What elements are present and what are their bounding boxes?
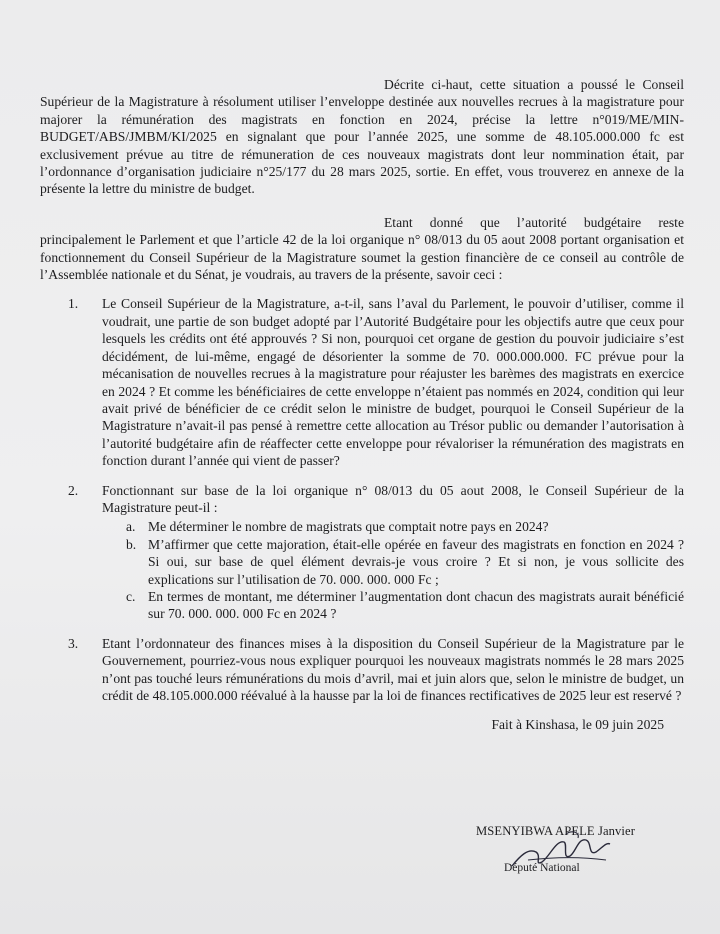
sub-question-letter: b. [126,536,137,552]
question-text: Fonctionnant sur base de la loi organique n° 08/013 du 05 aout 2008, le Conseil Supérieur de la Magistrature peut-il : [102,482,684,515]
question-item-1 [40,295,684,469]
question-number: 1. [68,296,79,312]
paragraph-budget-authority: Etant donné que l’autorité budgétaire reste principalement le Parlement et que l’article 42 de la loi organique n° 08/013 du 05 aout 2008 portant organisation et fonctionnement du Conseil Supérieur de la Magistrature soumet la gestion financière de ce conseil au contrôle de l’Assemblée nationale et du Sénat, je voudrais, au travers de la présente, savoir ceci : [40,214,684,283]
question-text: Le Conseil Supérieur de la Magistrature, a-t-il, sans l’aval du Parlement, le pouvoir d’utiliser, comme il voudrait, une partie de son budget adopté par l’Autorité Budgétaire pour les objectifs autre que ceux pour lesquels les crédits ont été approuvés ? Si non, pourquoi cet organe de gestion du pouvoir judiciaire s’est décidément, de lui-même, engagé de désorienter la somme de 70. 000.000.000. FC prévue pour la mécanisation de nouvelles recrues à la magistrature pour réajuster les barèmes des magistrats en exercice en 2024 ? Et comme les bénéficiaires de cette enveloppe n’étaient pas nommés en 2024, condition qui leur avait privé de bénéficier de ce crédit selon le ministre de budget, pourquoi le Conseil Supérieur de la Magistrature n’avait-il pas pensé à remettre cette allocation au Trésor public ou demander l’autorisation à l’autorité budgétaire afin de réaffecter cette enveloppe pour révaloriser la rémunération des magistrats en fonction durant l’année qui vient de passer? [102,296,684,469]
place-date: Fait à Kinshasa, le 09 juin 2025 [491,717,664,733]
sub-questions-list [102,518,684,622]
signatory-name: MSENYIBWA APELE Janvier [476,824,636,838]
sub-question-item-b [102,536,684,588]
sub-question-letter: a. [126,519,136,535]
handwritten-signature-icon [506,826,616,876]
question-text: Etant l’ordonnateur des finances mises à la disposition du Conseil Supérieur de la Magistrature par le Gouvernement, pourriez-vous nous expliquer pourquoi les nouveaux magistrats nommés le 28 mars 2025 n’ont pas touché leurs rémunérations du mois d’avril, mai et juin alors que, selon le ministre de budget, un crédit de 48.105.000.000 réévalué à la hausse par la loi de finances rectificatives de 2025 leur est reservé ? [102,635,684,703]
question-number: 3. [68,635,79,651]
questions-list [40,295,684,704]
sub-question-text: Me déterminer le nombre de magistrats que comptait notre pays en 2024? [148,519,549,535]
question-number: 2. [68,482,79,498]
sub-question-item-a [102,518,684,535]
sub-question-text: En termes de montant, me déterminer l’augmentation dont chacun des magistrats aurait bénéficié sur 70. 000. 000. 000 Fc en 2024 ? [148,588,684,622]
paragraph-situation: Décrite ci-haut, cette situation a poussé le Conseil Supérieur de la Magistrature à résolument utiliser l’enveloppe destinée aux nouvelles recrues à la magistrature pour majorer la rémunération des magistrats en fonction en 2024, précise la lettre n°019/ME/MIN-BUDGET/ABS/JMBM/KI/2025 en signalant que pour l’année 2025, une somme de 48.105.000.000 fc est exclusivement prévue au titre de rémuneration de ces nouveaux magistrats dont leur nommination était, par l’ordonnance d’organisation judiciaire n°25/177 du 28 mars 2025, sortie. En effet, vous trouverez en annexe de la présente la lettre du ministre de budget. [40,77,684,197]
signature-block [476,822,676,878]
sub-question-item-c [102,588,684,623]
sub-question-text: M’affirmer que cette majoration, était-elle opérée en faveur des magistrats en fonction en 2024 ? Si oui, sur base de quel élément devrais-je vous croire ? Et si non, je vous sollicite des explications sur l’utilisation de 70. 000. 000. 000 Fc ; [148,536,684,587]
sub-question-letter: c. [126,588,136,604]
question-item-3 [40,635,684,705]
signatory-title: Député National [504,862,580,875]
question-item-2 [40,482,684,623]
